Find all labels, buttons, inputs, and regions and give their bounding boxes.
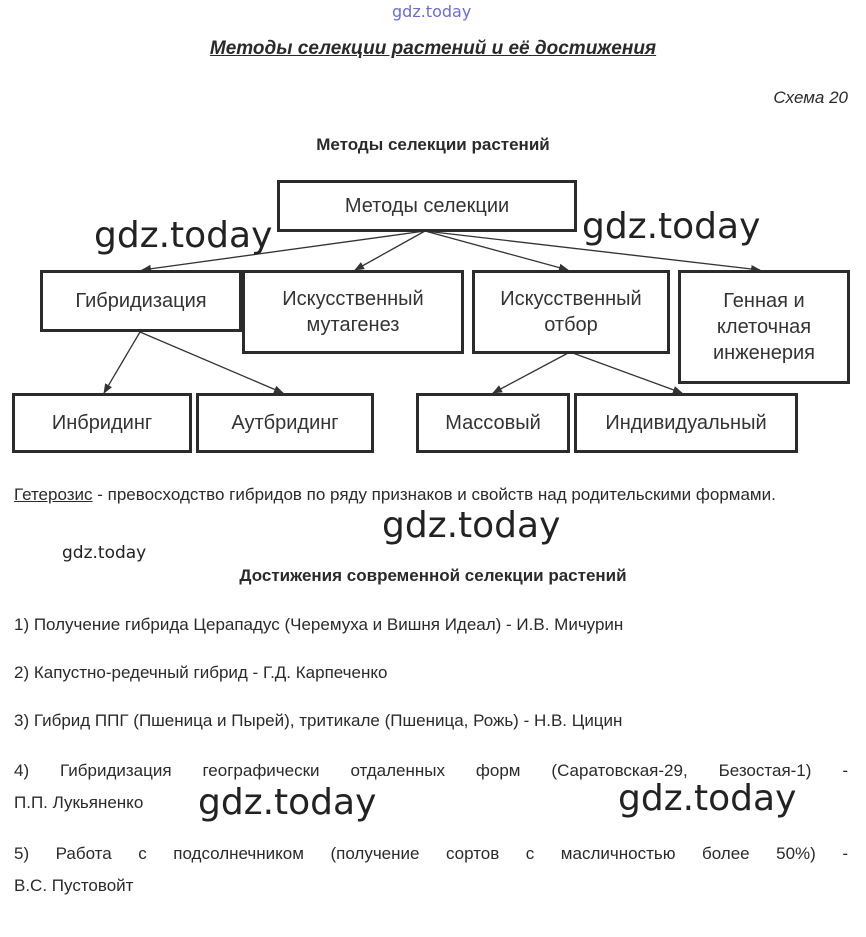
watermark-3: gdz.today [382, 505, 561, 546]
arrow-to-selection [425, 231, 568, 270]
watermark-6: gdz.today [618, 778, 797, 819]
achievements-title: Достижения современной селекции растений [239, 566, 627, 585]
arrow-to-mutagenesis [355, 231, 425, 270]
watermark-4: gdz.today [62, 543, 147, 563]
arrow-to-mass [493, 352, 570, 393]
watermark-top: gdz.today [392, 2, 472, 21]
achievement-item-4: 4) Гибридизация географически отдаленных форм (Саратовская-29, Безостая-1) - [14, 761, 848, 780]
node-individual-selection: Индивидуальный [574, 393, 798, 453]
arrow-to-inbreeding [104, 332, 140, 393]
achievement-item-5-author: В.С. Пустовойт [14, 876, 134, 895]
heterosis-term: Гетерозис [14, 485, 93, 504]
achievement-item-1: 1) Получение гибрида Церападус (Черемуха и Вишня Идеал) - И.В. Мичурин [14, 615, 624, 634]
watermark-1: gdz.today [94, 215, 273, 256]
node-hybridization: Гибридизация [40, 270, 242, 332]
achievement-item-3: 3) Гибрид ППГ (Пшеница и Пырей), тритикале (Пшеница, Рожь) - Н.В. Цицин [14, 711, 623, 730]
watermark-2: gdz.today [582, 206, 761, 247]
node-artificial-selection: Искусственный отбор [472, 270, 670, 354]
achievement-item-4-author: П.П. Лукьяненко [14, 793, 144, 812]
node-mass-selection: Массовый [416, 393, 570, 453]
watermark-5: gdz.today [198, 782, 377, 823]
node-genetic-engineering: Генная и клеточная инженерия [678, 270, 850, 384]
node-root: Методы селекции [277, 180, 577, 232]
diagram-title: Методы селекции растений [316, 135, 550, 154]
achievement-item-5: 5) Работа с подсолнечником (получение сортов с масличностью более 50%) - [14, 844, 848, 863]
node-inbreeding: Инбридинг [12, 393, 192, 453]
node-mutagenesis: Искусственный мутагенез [242, 270, 464, 354]
schema-label: Схема 20 [773, 88, 848, 107]
page-title: Методы селекции растений и её достижения [209, 38, 657, 59]
heterosis-definition: - превосходство гибридов по ряду признаков и свойств над родительскими формами. [92, 485, 776, 504]
node-outbreeding: Аутбридинг [196, 393, 374, 453]
achievement-item-2: 2) Капустно-редечный гибрид - Г.Д. Карпеченко [14, 663, 388, 682]
arrow-to-individual [570, 352, 682, 393]
